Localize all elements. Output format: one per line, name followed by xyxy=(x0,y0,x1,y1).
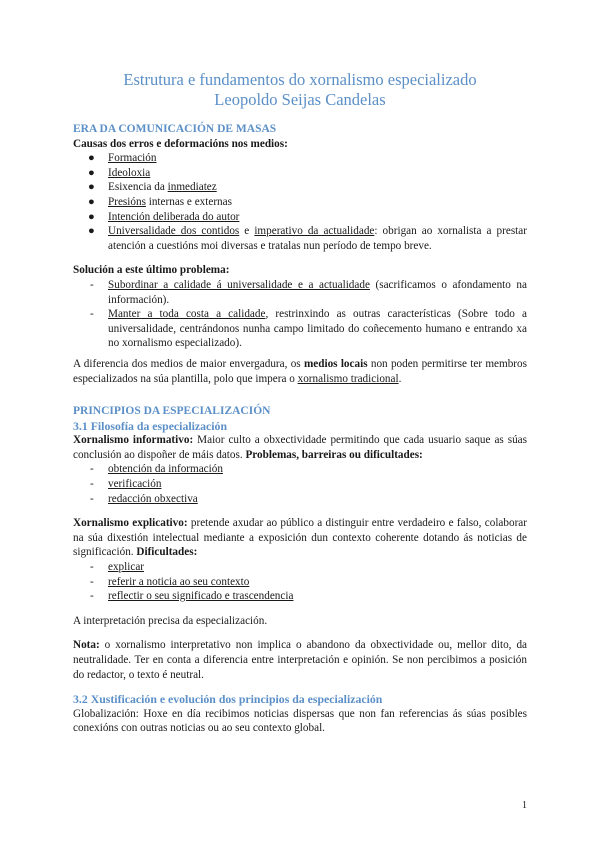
document-title xyxy=(73,70,527,110)
list-item: - obtención da información xyxy=(90,463,223,476)
list-item: - Manter a toda costa a calidade, restrinxindo as outras características (Sobre todo a universalidade, centrándonos nunha campo limitado do coñecemento humano e entrando xa no xornalismo especializado). xyxy=(90,308,527,350)
subheading-philosophy: 3.1 Filosofía da especialización xyxy=(73,418,228,433)
solutions-list xyxy=(73,278,527,351)
informative-paragraph: Xornalismo informativo: Maior culto a obxectividade permitindo que cada usuario saque as súas conclusión ao dispoñer de máis datos. Problemas, barreiras ou dificultades: xyxy=(73,434,527,461)
section-heading-principles: PRINCIPIOS DA ESPECIALIZACIÓN xyxy=(73,405,271,418)
local-media-paragraph: A diferencia dos medios de maior envergadura, os medios locais non poden permitirse ter membros especializados na súa plantilla, polo que impera o xornalismo tradicional. xyxy=(73,357,527,385)
dash-icon: - xyxy=(90,561,94,574)
dash-icon: - xyxy=(90,463,94,476)
document-page xyxy=(73,70,527,736)
dash-icon: - xyxy=(90,278,94,291)
list-item: - redacción obxectiva xyxy=(90,492,198,505)
list-item: - explicar xyxy=(90,561,145,574)
dash-icon: - xyxy=(90,308,94,321)
list-item: ● Presións internas e externas xyxy=(88,195,232,208)
causes-list xyxy=(73,151,527,253)
list-item: - Subordinar a calidade á universalidade e a actualidade (sacrificamos o afondamento na información). xyxy=(90,278,527,306)
title-line-1: Estrutura e fundamentos do xornalismo especializado xyxy=(123,70,477,89)
page-number: 1 xyxy=(522,800,527,811)
list-item: ● Esixencia da inmediatez xyxy=(88,181,217,194)
note-paragraph: Nota: o xornalismo interpretativo non implica o abandono da obxectividade ou, mellor dito, da neutralidade. Ter en conta a diferencia entre interpretación e opinión. Se non percibimos a posición do redactor, o texto é neutral. xyxy=(73,639,527,681)
bullet-icon: ● xyxy=(88,225,95,238)
interpretation-paragraph: A interpretación precisa da especialización. xyxy=(73,614,268,627)
list-item: - reflectir o seu significado e trascendencia xyxy=(90,590,294,603)
bullet-icon: ● xyxy=(88,195,95,208)
bullet-icon: ● xyxy=(88,181,95,194)
globalization-paragraph: Globalización: Hoxe en día recibimos noticias dispersas que non fan referencias ás súas posibles conexións con outras noticias ou ao seu contexto global. xyxy=(73,707,527,735)
bullet-icon: ● xyxy=(88,152,95,165)
bullet-icon: ● xyxy=(88,166,95,179)
list-item: ● Ideoloxia xyxy=(88,166,151,179)
list-item: - verificación xyxy=(90,478,162,491)
subheading-justification: 3.2 Xustificación e evolución dos principios da especialización xyxy=(73,692,383,707)
list-item: ● Formación xyxy=(88,152,157,165)
dash-icon: - xyxy=(90,492,94,505)
causes-heading: Causas dos erros e deformacións nos medios: xyxy=(73,137,288,150)
explicative-paragraph: Xornalismo explicativo: pretende axudar ao público a distinguir entre verdadeiro e falso, colaborar na súa dixestión intelectual mediante a exposición dun contexto coherente dotando ás noticias de significación. Dificultades: xyxy=(73,517,527,559)
title-author: Leopoldo Seijas Candelas xyxy=(214,90,386,109)
section-heading-era: ERA DA COMUNICACIÓN DE MASAS xyxy=(73,123,277,135)
dash-icon: - xyxy=(90,575,94,588)
dash-icon: - xyxy=(90,590,94,603)
informative-list xyxy=(73,462,527,506)
list-item: ● Universalidade dos contidos e imperativo da actualidade: obrigan ao xornalista a prestar atención a cuestións moi diversas e tratalas nun período de tempo breve. xyxy=(88,225,527,252)
list-item: ● Intención deliberada do autor xyxy=(88,210,240,223)
solution-heading: Solución a este último problema: xyxy=(73,264,230,277)
explicative-list xyxy=(73,560,527,604)
dash-icon: - xyxy=(90,478,94,491)
list-item: - referir a noticia ao seu contexto xyxy=(90,575,250,588)
bullet-icon: ● xyxy=(88,210,95,223)
